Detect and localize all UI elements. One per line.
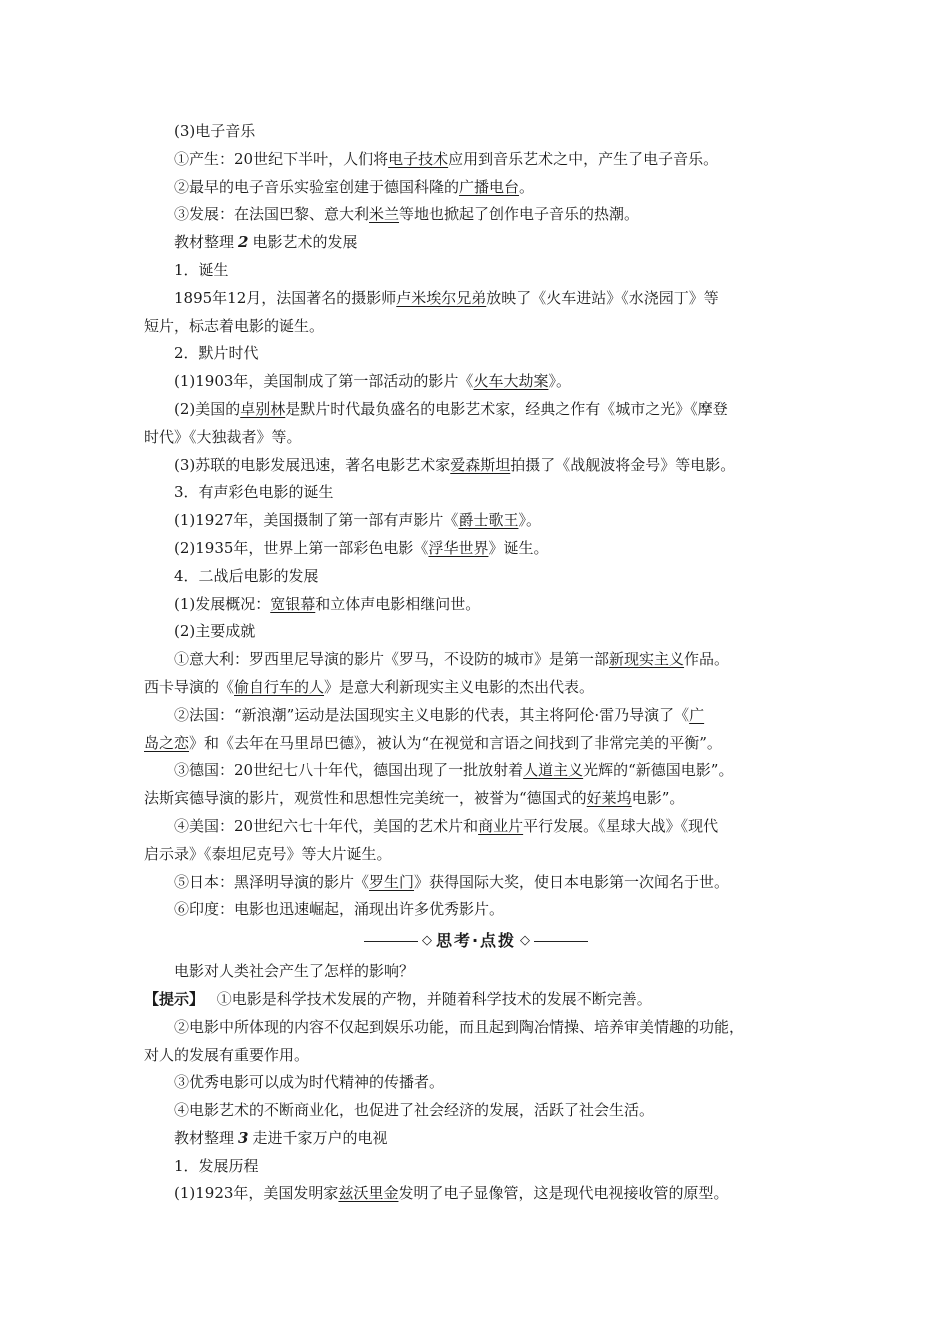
text-segment: (1)发展概况： — [174, 594, 271, 613]
tip-text: ①电影是科学技术发展的产物，并随着科学技术的发展不断完善。 — [216, 989, 652, 1008]
text-segment: ①产生：20世纪下半叶，人们将 — [174, 149, 389, 168]
text-line — [144, 841, 808, 869]
text-segment: 电影艺术的发展 — [252, 233, 358, 252]
key-term: 新现实主义 — [609, 650, 685, 669]
divider-label: 思考·点拨 — [435, 931, 517, 951]
text-line — [144, 146, 808, 174]
text-line — [144, 896, 808, 924]
key-term: 浮华世界 — [428, 538, 489, 557]
think-question: 电影对人类社会产生了怎样的影响？ — [174, 962, 415, 981]
text-line — [144, 591, 808, 619]
text-line — [144, 424, 808, 452]
text-line — [144, 563, 808, 591]
text-segment: ③德国：20世纪七八十年代，德国出现了一批放射着 — [174, 761, 524, 780]
text-segment: 3．有声彩色电影的诞生 — [174, 483, 334, 502]
text-line — [144, 118, 808, 146]
text-segment: 1895年12月，法国著名的摄影师 — [174, 288, 397, 307]
key-term: 广播电台 — [459, 177, 520, 196]
text-segment: 和立体声电影相继问世。 — [315, 594, 481, 613]
text-segment: 发明了电子显像管，这是现代电视接收管的原型。 — [398, 1184, 729, 1203]
text-segment: 教材整理 — [174, 233, 235, 252]
text-segment: 时代》《大独裁者》等。 — [144, 427, 302, 446]
text-segment: ①意大利：罗西里尼导演的影片《罗马，不设防的城市》是第一部 — [174, 650, 610, 669]
text-segment: 4．二战后电影的发展 — [174, 566, 319, 585]
text-line — [144, 869, 808, 897]
text-segment: ③发展：在法国巴黎、意大利 — [174, 205, 370, 224]
text-segment: 是默片时代最负盛名的电影艺术家，经典之作有《城市之光》《摩登 — [285, 399, 728, 418]
key-term: 偷自行车的人 — [234, 677, 325, 696]
text-segment: ②最早的电子音乐实验室创建于德国科隆的 — [174, 177, 460, 196]
text-segment: 电影”。 — [631, 789, 685, 808]
text-segment: 西卡导演的《 — [144, 677, 235, 696]
text-segment: 作品。 — [684, 650, 730, 669]
text-line — [144, 229, 808, 257]
text-segment: (2)主要成就 — [174, 622, 256, 641]
text-line — [144, 507, 808, 535]
text-segment: (1)1903年，美国制成了第一部活动的影片《 — [174, 372, 474, 391]
text-segment: (1)1923年，美国发明家 — [174, 1184, 339, 1203]
text-line — [144, 674, 808, 702]
text-line — [144, 479, 808, 507]
text-line — [144, 1180, 808, 1208]
text-segment: 平行发展。《星球大战》《现代 — [523, 816, 719, 835]
text-line — [144, 1153, 808, 1181]
text-segment: 等地也掀起了创作电子音乐的热潮。 — [399, 205, 640, 224]
section-think-tv — [144, 1014, 808, 1209]
key-term: 电子技术 — [388, 149, 449, 168]
text-line — [144, 368, 808, 396]
text-segment: ②电影中所体现的内容不仅起到娱乐功能，而且起到陶冶情操、培养审美情趣的功能， — [174, 1017, 745, 1036]
key-term: 人道主义 — [523, 761, 584, 780]
section-divider — [144, 924, 808, 958]
document-page — [144, 118, 808, 1208]
text-line — [144, 340, 808, 368]
text-segment: 1．诞生 — [174, 260, 229, 279]
text-line — [144, 1069, 808, 1097]
text-segment: (3)苏联的电影发展迅速，著名电影艺术家 — [174, 455, 451, 474]
key-term: 爱森斯坦 — [450, 455, 511, 474]
divider-rule-left — [364, 941, 418, 942]
text-segment: (2)1935年，世界上第一部彩色电影《 — [174, 538, 429, 557]
text-segment: 光辉的“新德国电影”。 — [583, 761, 734, 780]
text-segment: 法斯宾德导演的影片，观赏性和思想性完美统一，被誉为“德国式的 — [144, 789, 587, 808]
key-term: 卓别林 — [240, 399, 286, 418]
text-segment: ⑥印度：电影也迅速崛起，涌现出许多优秀影片。 — [174, 900, 505, 919]
text-segment: ④电影艺术的不断商业化，也促进了社会经济的发展，活跃了社会生活。 — [174, 1101, 655, 1120]
text-segment: 应用到音乐艺术之中，产生了电子音乐。 — [448, 149, 719, 168]
text-segment: 拍摄了《战舰波将金号》等电影。 — [510, 455, 736, 474]
key-term: 米兰 — [369, 205, 400, 224]
text-segment: 走进千家万户的电视 — [252, 1128, 388, 1147]
text-segment: ③优秀电影可以成为时代精神的传播者。 — [174, 1073, 445, 1092]
text-segment: (3)电子音乐 — [174, 122, 256, 140]
key-term: 宽银幕 — [270, 594, 316, 613]
text-segment: ②法国：“新浪潮”运动是法国现实主义电影的代表，其主将阿伦·雷乃导演了《 — [174, 705, 690, 724]
think-tip — [144, 986, 808, 1014]
text-segment: 对人的发展有重要作用。 — [144, 1045, 310, 1064]
text-segment: 》和《去年在马里昂巴德》，被认为“在视觉和言语之间找到了非常完美的平衡”。 — [189, 733, 722, 752]
key-term: 火车大劫案 — [473, 372, 549, 391]
text-line — [144, 730, 808, 758]
key-term: 罗生门 — [369, 872, 415, 891]
text-line — [144, 201, 808, 229]
tip-label: 【提示】 — [144, 989, 205, 1008]
text-line — [144, 257, 808, 285]
text-segment: 启示录》《泰坦尼克号》等大片诞生。 — [144, 844, 392, 863]
text-line — [144, 785, 808, 813]
text-line — [144, 1014, 808, 1042]
text-line — [144, 535, 808, 563]
key-term: 爵士歌王 — [458, 511, 519, 530]
key-term: 好莱坞 — [586, 789, 632, 808]
divider-rule-right — [534, 941, 588, 942]
text-segment: 教材整理 — [174, 1128, 235, 1147]
text-line — [144, 313, 808, 341]
text-line — [144, 174, 808, 202]
text-line — [144, 396, 808, 424]
text-segment: 1．发展历程 — [174, 1156, 259, 1175]
text-line — [144, 1042, 808, 1070]
diamond-icon: ◇ — [421, 933, 432, 949]
text-segment: (2)美国的 — [174, 399, 241, 418]
text-line — [144, 452, 808, 480]
text-segment: 。 — [519, 177, 535, 196]
text-segment: 》诞生。 — [488, 538, 549, 557]
text-segment: 》是意大利新现实主义电影的杰出代表。 — [324, 677, 595, 696]
text-line — [144, 813, 808, 841]
section-music-film — [144, 118, 808, 924]
key-term: 岛之恋 — [144, 733, 190, 752]
text-segment: 》。 — [518, 511, 541, 530]
diamond-icon: ◇ — [520, 933, 531, 949]
text-line — [144, 757, 808, 785]
text-line — [144, 1125, 808, 1153]
text-line — [144, 618, 808, 646]
key-term: 兹沃里金 — [338, 1184, 399, 1203]
key-term: 广 — [689, 705, 705, 724]
text-segment: 短片，标志着电影的诞生。 — [144, 316, 325, 335]
text-segment: ⑤日本：黑泽明导演的影片《 — [174, 872, 370, 891]
text-segment: 放映了《火车进站》《水浇园丁》等 — [486, 288, 719, 307]
key-term: 卢米埃尔兄弟 — [396, 288, 487, 307]
text-line — [144, 1097, 808, 1125]
text-line — [144, 285, 808, 313]
section-number: 2 — [238, 233, 249, 252]
text-line — [144, 646, 808, 674]
text-segment: 》。 — [548, 372, 571, 391]
key-term: 商业片 — [478, 816, 524, 835]
text-line — [144, 702, 808, 730]
text-segment: 2．默片时代 — [174, 344, 259, 363]
text-segment: ④美国：20世纪六七十年代，美国的艺术片和 — [174, 816, 479, 835]
text-segment: 》获得国际大奖，使日本电影第一次闻名于世。 — [414, 872, 730, 891]
text-segment: (1)1927年，美国摄制了第一部有声影片《 — [174, 511, 459, 530]
section-number: 3 — [238, 1128, 249, 1147]
